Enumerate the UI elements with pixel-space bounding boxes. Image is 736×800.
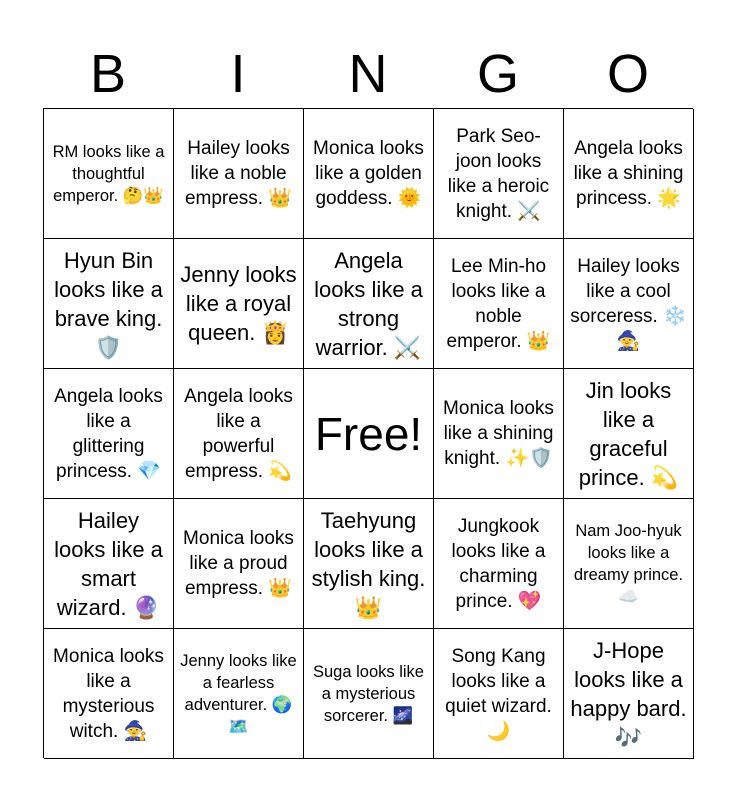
bingo-cell-5-1[interactable] <box>44 629 174 759</box>
bingo-cell-3-1[interactable] <box>44 369 174 499</box>
bingo-cell-1-1[interactable] <box>44 109 174 239</box>
bingo-cell-1-2[interactable] <box>174 109 304 239</box>
cell-text: Jenny looks like a royal queen. 👸 <box>180 262 297 345</box>
cell-text: RM looks like a thoughtful emperor. 🤔👑 <box>52 142 165 205</box>
bingo-cell-4-5[interactable] <box>564 499 694 629</box>
cell-text: Hailey looks like a noble empress. 👑 <box>184 138 293 209</box>
bingo-cell-2-4[interactable] <box>434 239 564 369</box>
cell-text: Jin looks like a graceful prince. 💫 <box>578 377 679 490</box>
bingo-cell-1-3[interactable] <box>304 109 434 239</box>
cell-text: Park Seo-joon looks like a heroic knight. ⚔️ <box>447 125 550 222</box>
cell-text: Lee Min-ho looks like a noble emperor. 👑 <box>446 255 551 352</box>
bingo-grid <box>43 108 693 758</box>
bingo-cell-1-5[interactable] <box>564 109 694 239</box>
cell-text: Taehyung looks like a stylish king. 👑 <box>311 507 426 620</box>
header-letter-g: G <box>476 44 519 104</box>
cell-text: Monica looks like a golden goddess. 🌞 <box>313 138 424 209</box>
bingo-cell-3-4[interactable] <box>434 369 564 499</box>
cell-text: Jungkook looks like a charming prince. 💖 <box>451 515 546 612</box>
cell-text: Monica looks like a mysterious witch. 🧙 <box>53 645 164 742</box>
cell-text: Hyun Bin looks like a brave king. 🛡️ <box>54 247 163 360</box>
bingo-cell-4-1[interactable] <box>44 499 174 629</box>
cell-text: Monica looks like a shining knight. ✨🛡️ <box>443 398 554 469</box>
bingo-cell-4-2[interactable] <box>174 499 304 629</box>
cell-text: Nam Joo-hyuk looks like a dreamy prince. ☁️ <box>573 521 684 606</box>
header-letter-i: I <box>230 44 246 104</box>
cell-text: Angela looks like a powerful empress. 💫 <box>184 385 293 482</box>
header-letter-b: B <box>89 44 127 104</box>
bingo-cell-2-5[interactable] <box>564 239 694 369</box>
cell-text: Hailey looks like a smart wizard. 🔮 <box>54 507 163 620</box>
bingo-cell-3-2[interactable] <box>174 369 304 499</box>
cell-text: J-Hope looks like a happy bard. 🎶 <box>570 637 687 750</box>
bingo-cell-2-1[interactable] <box>44 239 174 369</box>
bingo-cell-5-2[interactable] <box>174 629 304 759</box>
bingo-cell-4-4[interactable] <box>434 499 564 629</box>
cell-text: Jenny looks like a fearless adventurer. 🌍🗺️ <box>180 651 297 736</box>
cell-text: Hailey looks like a cool sorceress. ❄️🧙 <box>570 255 687 352</box>
bingo-cell-5-5[interactable] <box>564 629 694 759</box>
bingo-cell-5-3[interactable] <box>304 629 434 759</box>
bingo-cell-3-5[interactable] <box>564 369 694 499</box>
bingo-cell-2-3[interactable] <box>304 239 434 369</box>
header-letter-n: N <box>348 44 388 104</box>
cell-text: Suga looks like a mysterious sorcerer. 🌌 <box>313 662 424 725</box>
free-space-label: Free! <box>314 407 423 460</box>
bingo-cell-1-4[interactable] <box>434 109 564 239</box>
bingo-cell-5-4[interactable] <box>434 629 564 759</box>
header-letter-o: O <box>606 44 649 104</box>
cell-text: Angela looks like a strong warrior. ⚔️ <box>314 247 423 360</box>
bingo-cell-4-3[interactable] <box>304 499 434 629</box>
bingo-header <box>43 40 693 108</box>
bingo-free-space[interactable] <box>304 369 434 499</box>
bingo-cell-2-2[interactable] <box>174 239 304 369</box>
cell-text: Angela looks like a shining princess. 🌟 <box>573 138 684 209</box>
cell-text: Angela looks like a glittering princess. 💎 <box>54 385 163 482</box>
cell-text: Song Kang looks like a quiet wizard. 🌙 <box>445 645 552 742</box>
cell-text: Monica looks like a proud empress. 👑 <box>183 528 294 599</box>
